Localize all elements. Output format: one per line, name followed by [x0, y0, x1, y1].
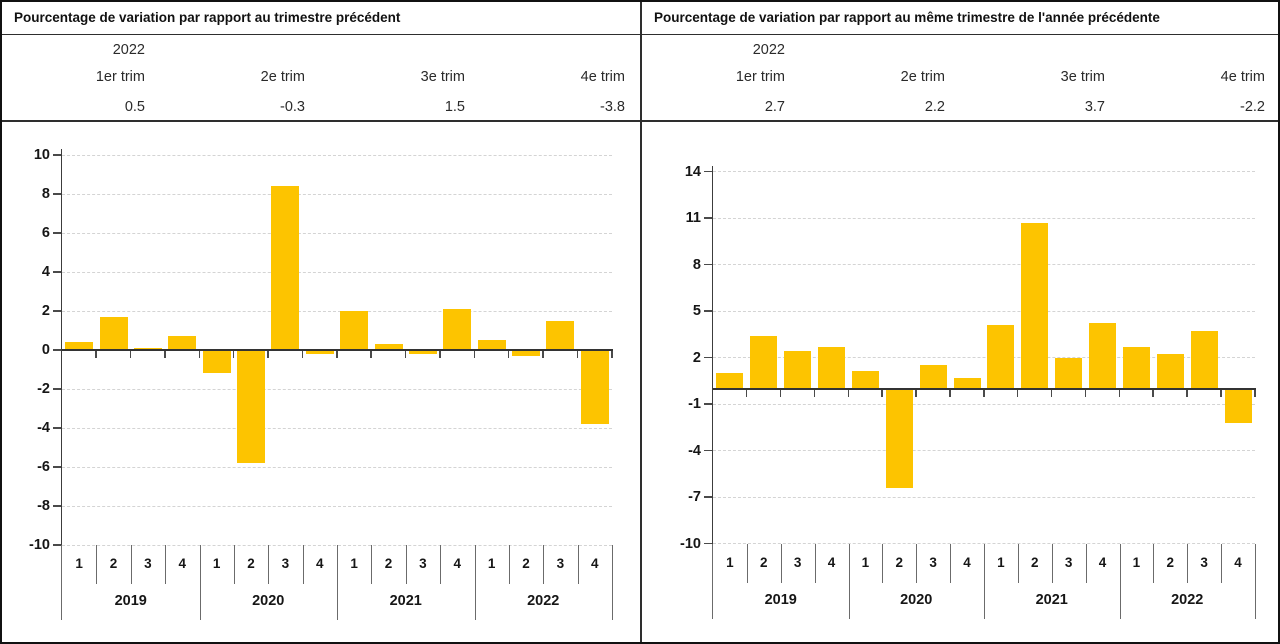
x-axis-quarter-label: 4 — [963, 554, 971, 570]
x-axis-quarter-label: 1 — [350, 556, 358, 571]
gridline — [62, 233, 612, 234]
x-axis-quarter-label: 3 — [281, 556, 290, 571]
x-axis-quarter-label: 2 — [760, 554, 768, 570]
x-axis-tick — [474, 351, 476, 358]
y-axis-label: 8 — [41, 186, 50, 202]
x-axis-tick — [577, 351, 579, 358]
gridline — [62, 389, 612, 390]
bar-2021-t1 — [987, 325, 1014, 389]
x-axis-quarter-label: 1 — [726, 554, 734, 570]
bar-2021-t4 — [443, 309, 471, 350]
gridline — [713, 218, 1255, 219]
header-quarter-label: 1er trim — [735, 69, 785, 85]
y-axis-label: -4 — [37, 420, 50, 436]
x-axis-year-label: 2021 — [1035, 591, 1068, 608]
x-axis-tick — [949, 390, 951, 397]
header-quarter-label: 3e trim — [420, 69, 465, 85]
bar-2022-t3 — [546, 321, 574, 350]
header-year-row — [2, 38, 642, 62]
bar-2019-t2 — [100, 317, 128, 350]
x-axis-tick — [848, 390, 850, 397]
header-quarter-row — [642, 64, 1280, 90]
x-axis-quarter-label: 2 — [1031, 554, 1039, 570]
y-axis-label: -10 — [29, 537, 50, 553]
bar-2021-t1 — [340, 311, 368, 350]
bar-2019-t1 — [716, 373, 743, 389]
gridline — [713, 497, 1255, 498]
x-axis-tick — [542, 351, 544, 358]
x-axis-tick — [1051, 390, 1053, 397]
header-quarter-value: -2.2 — [1240, 99, 1265, 115]
x-axis-year-label: 2019 — [114, 593, 147, 609]
x-axis-quarter-label: 3 — [1064, 554, 1073, 570]
y-axis-label: 6 — [41, 225, 50, 241]
x-axis-year-label: 2022 — [527, 593, 560, 609]
y-axis-label: 4 — [41, 264, 50, 280]
header-quarter-label: 3e trim — [1060, 69, 1105, 85]
bar-2021-t3 — [1055, 358, 1082, 389]
y-axis-label: 0 — [41, 342, 50, 358]
x-axis-quarter-label: 2 — [247, 556, 255, 571]
gridline — [713, 264, 1255, 265]
x-axis-quarter-label: 2 — [109, 556, 118, 571]
y-axis-label: -2 — [37, 381, 50, 397]
y-axis-label: 10 — [33, 147, 50, 163]
header-quarter-label: 1er trim — [95, 69, 145, 85]
x-axis-tick — [881, 390, 883, 397]
panel-quarter-on-quarter — [2, 2, 640, 642]
y-axis-line — [61, 149, 63, 545]
x-axis-quarter-label: 3 — [1200, 554, 1208, 570]
panel-title: Pourcentage de variation par rapport au même trimestre de l'année précédente — [654, 10, 1160, 25]
x-axis-tick — [233, 351, 235, 358]
x-axis-tick — [1017, 390, 1019, 397]
x-axis-tick — [267, 351, 269, 358]
x-axis-tick — [1186, 390, 1188, 397]
y-axis-label: 2 — [692, 349, 701, 366]
header-quarter-value: 0.5 — [124, 99, 145, 115]
x-axis-tick — [130, 351, 132, 358]
bar-2022-t4 — [581, 350, 609, 424]
x-axis-tick — [1152, 390, 1154, 397]
bar-2020-t3 — [920, 365, 947, 388]
x-axis-tick — [439, 351, 441, 358]
header-value-row — [642, 94, 1280, 120]
header-year: 2022 — [752, 42, 785, 58]
header-year-row — [642, 38, 1280, 62]
panel-title: Pourcentage de variation par rapport au trimestre précédent — [14, 10, 401, 25]
bar-2020-t1 — [203, 350, 231, 373]
x-axis-quarter-label: 3 — [793, 554, 802, 570]
header-quarter-row — [2, 64, 642, 90]
x-axis-tick — [336, 351, 338, 358]
x-axis-tick — [508, 351, 510, 358]
axis-table-right-border — [1255, 544, 1256, 619]
x-axis-quarter-label: 3 — [929, 554, 937, 570]
x-axis-quarter-label: 1 — [212, 556, 221, 571]
y-axis-label: -1 — [688, 396, 701, 412]
y-axis-label: 14 — [684, 163, 701, 180]
x-axis-tick — [814, 390, 816, 397]
x-axis-tick — [746, 390, 748, 397]
x-axis-quarter-label: 2 — [384, 556, 393, 571]
x-axis-tick — [915, 390, 917, 397]
gridline — [713, 404, 1255, 405]
gridline — [62, 155, 612, 156]
x-axis-tick — [1254, 390, 1256, 397]
x-axis-quarter-label: 2 — [1166, 554, 1175, 570]
gridline — [62, 311, 612, 312]
header-year: 2022 — [112, 42, 145, 58]
x-axis-quarter-label: 3 — [144, 556, 152, 571]
x-axis-quarter-label: 1 — [1132, 554, 1141, 570]
bar-2020-t2 — [237, 350, 265, 463]
x-axis-year-label: 2022 — [1171, 591, 1204, 608]
bar-2022-t4 — [1225, 389, 1252, 423]
header-quarter-label: 2e trim — [900, 69, 945, 85]
bar-2019-t2 — [750, 336, 777, 389]
bar-2021-t2 — [1021, 223, 1048, 389]
x-axis-quarter-label: 4 — [1098, 554, 1107, 570]
x-axis-quarter-label: 3 — [556, 556, 565, 571]
x-axis-quarter-label: 4 — [453, 556, 462, 571]
x-axis-tick — [370, 351, 372, 358]
y-axis-label: -8 — [37, 498, 50, 514]
zero-axis-line — [713, 388, 1256, 390]
x-axis-tick — [1220, 390, 1222, 397]
bar-2021-t4 — [1089, 323, 1116, 388]
header-quarter-value: 2.2 — [924, 99, 945, 115]
x-axis-quarter-label: 1 — [487, 556, 496, 571]
x-axis-quarter-label: 4 — [1234, 554, 1242, 570]
x-axis-tick — [611, 351, 613, 358]
x-axis-tick — [164, 351, 166, 358]
bar-2022-t3 — [1191, 331, 1218, 388]
bar-2022-t1 — [1123, 347, 1150, 389]
x-axis-year-label: 2021 — [389, 593, 422, 609]
zero-axis-line — [62, 349, 613, 351]
y-axis-label: -7 — [688, 489, 701, 505]
y-axis-label: 8 — [692, 256, 701, 273]
x-axis-quarter-label: 4 — [827, 554, 836, 570]
bar-2022-t2 — [1157, 354, 1184, 388]
panel-year-on-year — [642, 2, 1280, 642]
header-quarter-value: -3.8 — [600, 99, 625, 115]
x-axis-tick — [1085, 390, 1087, 397]
bar-2019-t4 — [818, 347, 845, 389]
x-axis-quarter-label: 4 — [316, 556, 324, 571]
x-axis-quarter-label: 2 — [522, 556, 530, 571]
gridline — [62, 272, 612, 273]
y-axis-label: -6 — [37, 459, 50, 475]
header-quarter-value: 1.5 — [444, 99, 465, 115]
gridline — [713, 450, 1255, 451]
x-axis-year-label: 2020 — [900, 591, 933, 608]
x-axis-tick — [983, 390, 985, 397]
x-axis-quarter-label: 2 — [895, 554, 904, 570]
x-axis-quarter-label: 1 — [861, 554, 870, 570]
x-axis-tick — [199, 351, 201, 358]
header-quarter-value: 3.7 — [1084, 99, 1105, 115]
gridline — [713, 171, 1255, 172]
bar-2019-t4 — [168, 336, 196, 350]
x-axis-quarter-label: 1 — [997, 554, 1005, 570]
y-axis-line — [712, 166, 714, 544]
y-axis-label: 2 — [41, 303, 50, 319]
y-axis-label: -10 — [680, 535, 701, 552]
x-axis-quarter-label: 4 — [591, 556, 599, 571]
header-quarter-label: 2e trim — [260, 69, 305, 85]
bar-chart-quarter-on-quarter — [2, 122, 642, 644]
header-quarter-value: -0.3 — [280, 99, 305, 115]
gridline — [62, 428, 612, 429]
gridline — [62, 467, 612, 468]
bar-chart-year-on-year — [642, 122, 1280, 644]
bar-2020-t3 — [271, 186, 299, 350]
gridline — [62, 506, 612, 507]
x-axis-year-label: 2019 — [764, 591, 797, 608]
x-axis-tick — [1119, 390, 1121, 397]
y-axis-label: -4 — [688, 442, 701, 459]
header-value-row — [2, 94, 642, 120]
gridline — [62, 194, 612, 195]
axis-table-right-border — [612, 545, 613, 620]
header-quarter-label: 4e trim — [580, 69, 625, 85]
header-quarter-value: 2.7 — [764, 99, 785, 115]
x-axis-quarter-label: 1 — [75, 556, 83, 571]
x-axis-tick — [95, 351, 97, 358]
x-axis-quarter-label: 4 — [178, 556, 187, 571]
x-axis-year-label: 2020 — [252, 593, 285, 609]
y-axis-label: 11 — [685, 210, 701, 226]
bar-2019-t3 — [784, 351, 811, 388]
y-axis-label: 5 — [692, 303, 701, 319]
bar-2020-t2 — [886, 389, 913, 488]
gridline — [713, 311, 1255, 312]
x-axis-quarter-label: 3 — [419, 556, 427, 571]
x-axis-tick — [302, 351, 304, 358]
x-axis-tick — [780, 390, 782, 397]
bar-2020-t1 — [852, 371, 879, 388]
x-axis-tick — [405, 351, 407, 358]
header-quarter-label: 4e trim — [1220, 69, 1265, 85]
